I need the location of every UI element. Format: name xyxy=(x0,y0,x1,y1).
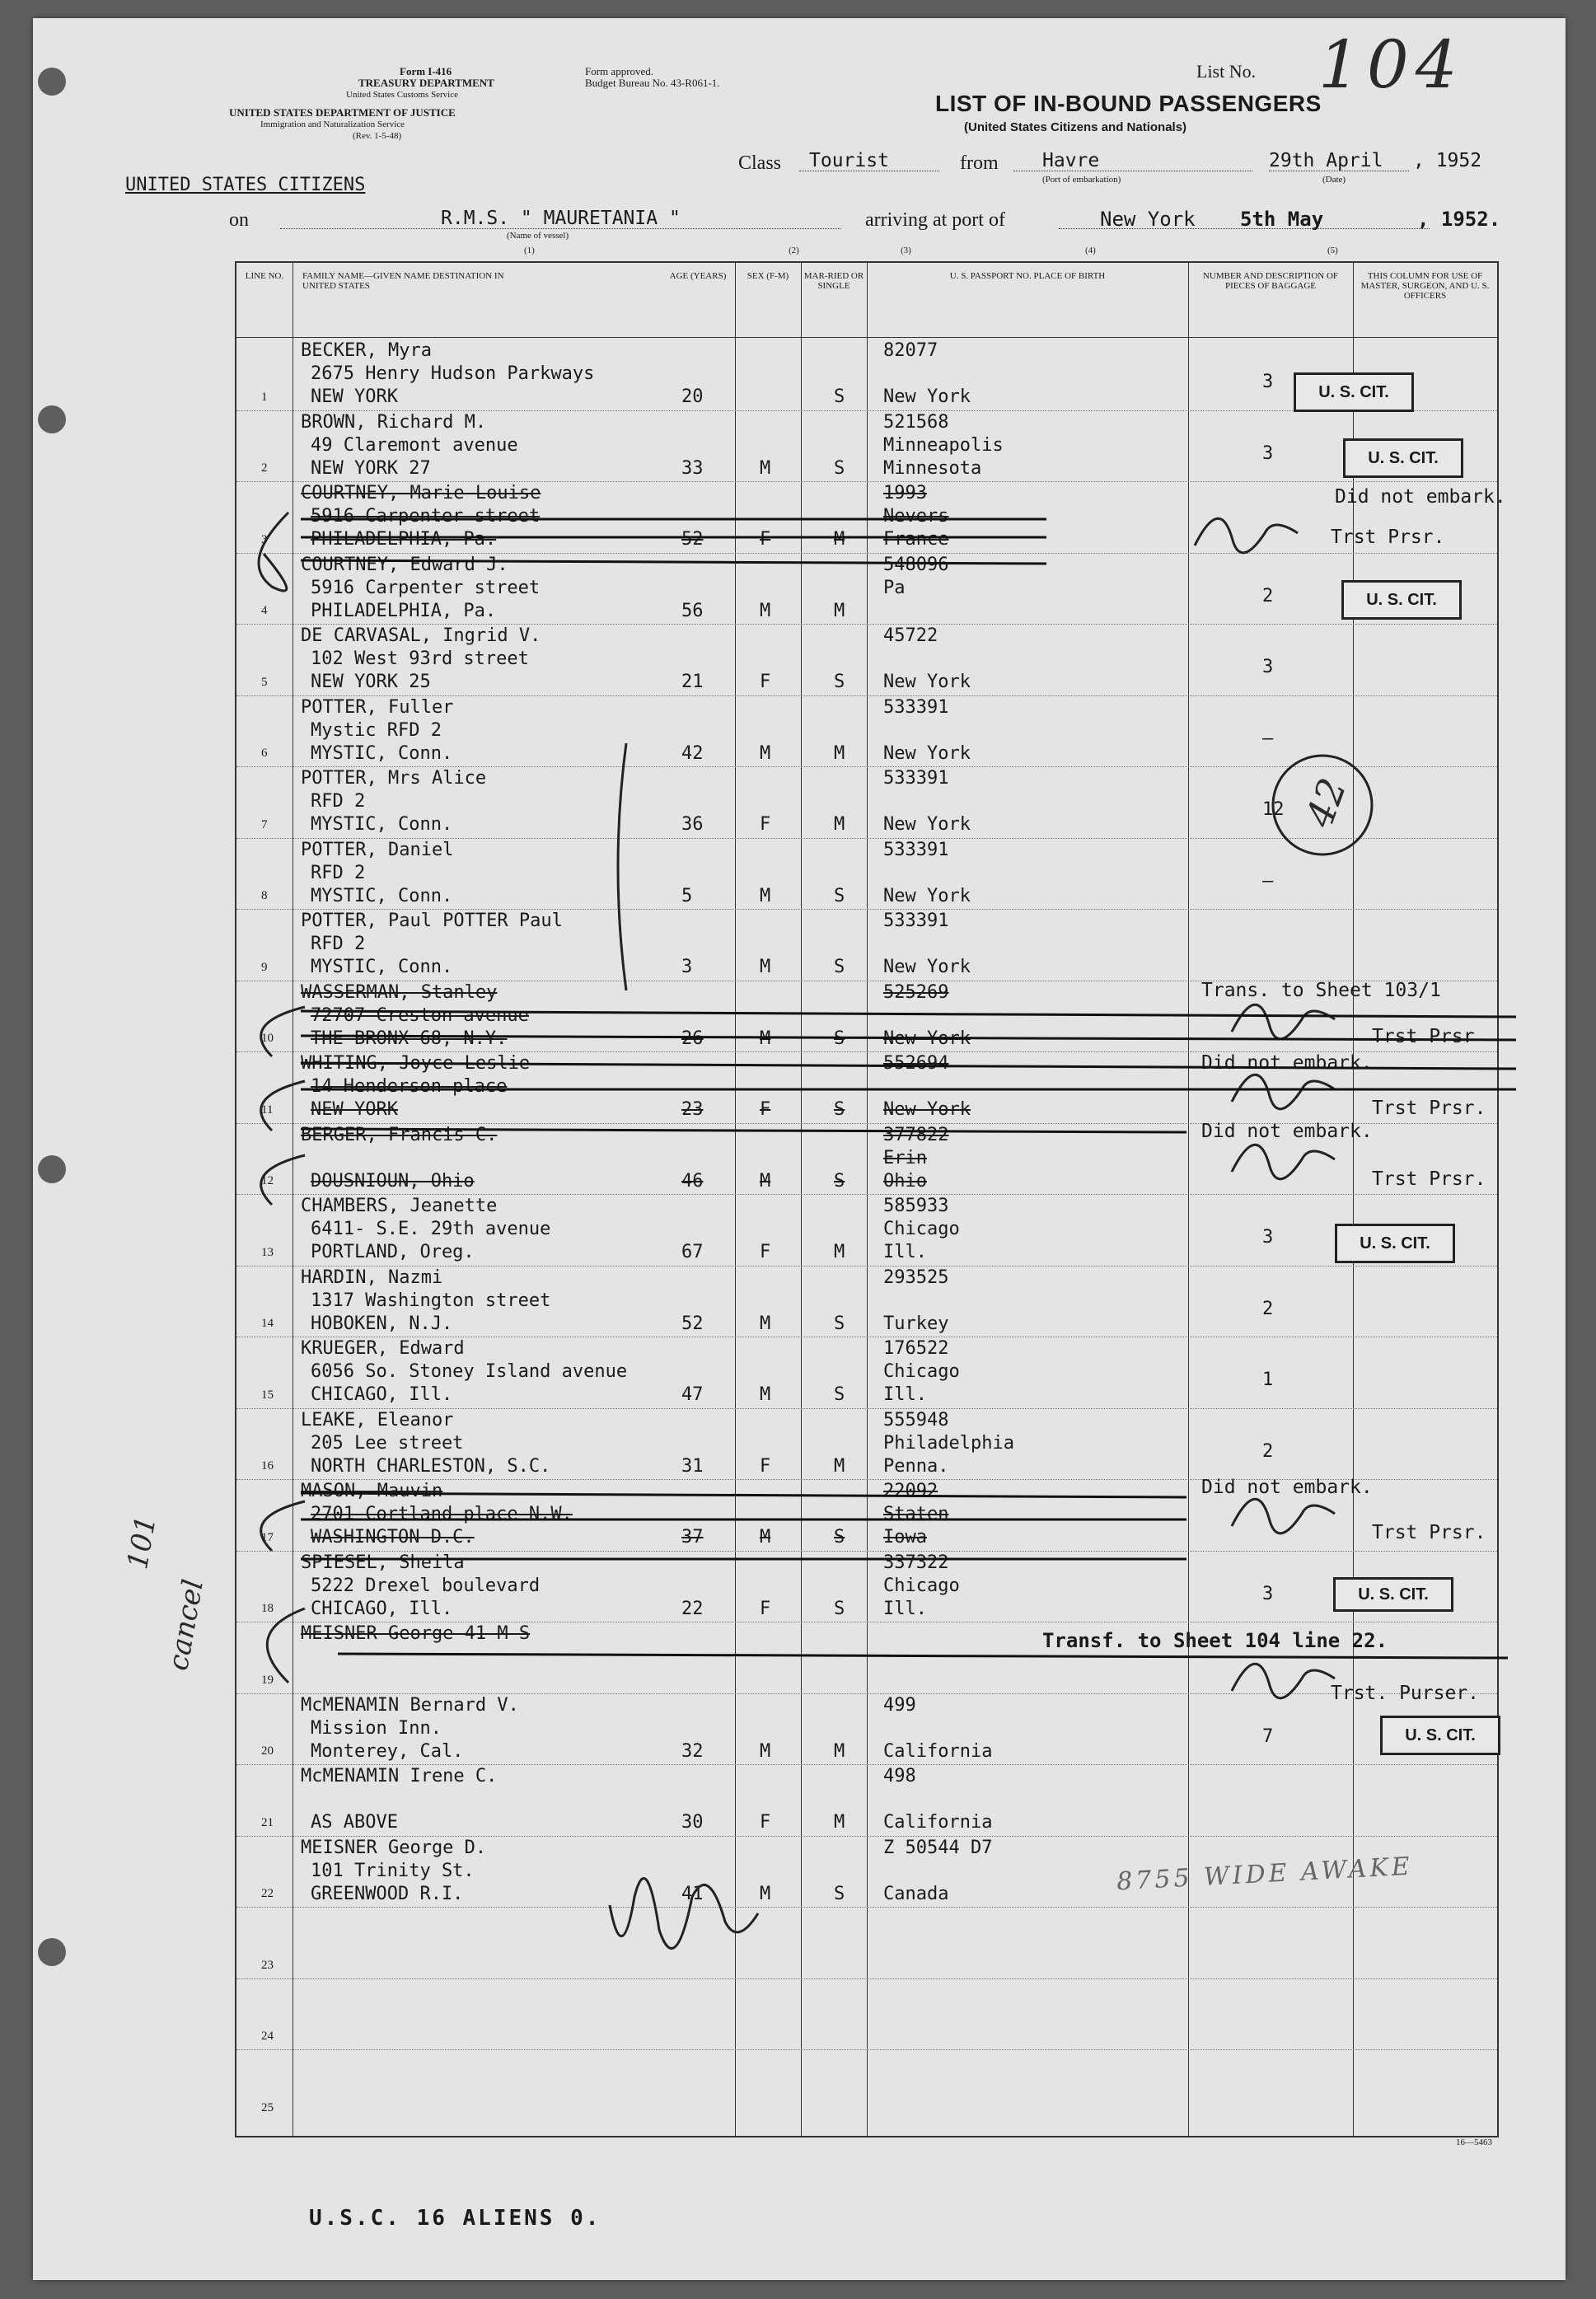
margin-note-2: cancel xyxy=(161,1576,210,1674)
date-caption: (Date) xyxy=(1322,175,1346,185)
us-cit-stamp: U. S. CIT. xyxy=(1333,1577,1453,1612)
line-number: 13 xyxy=(261,1245,274,1259)
sex: M xyxy=(760,1313,771,1334)
baggage-count: 7 xyxy=(1262,1725,1274,1747)
passenger-street: 2701 Cortland place N.W. xyxy=(311,1504,573,1524)
class-value: Tourist xyxy=(809,150,889,171)
circled-number: 42 xyxy=(1296,772,1355,833)
birthplace-2: New York xyxy=(883,742,971,764)
baggage-count: — xyxy=(1262,728,1274,749)
sex: F xyxy=(760,1242,771,1262)
signature-17 xyxy=(1232,1499,1335,1533)
passenger-name: MEISNER George D. xyxy=(301,1837,487,1858)
marital-status: M xyxy=(834,1242,845,1262)
line-number: 7 xyxy=(261,817,268,831)
col-num-1: (1) xyxy=(524,246,535,255)
signature-bottom xyxy=(610,1879,758,1949)
birthplace-2: Minnesota xyxy=(883,457,982,479)
port-caption: (Port of embarkation) xyxy=(1042,175,1121,185)
line-number: 15 xyxy=(261,1388,274,1402)
passport-no: 1993 xyxy=(883,483,927,503)
sex: M xyxy=(760,457,771,479)
passenger-city: GREENWOOD R.I. xyxy=(311,1883,464,1904)
baggage-count: 3 xyxy=(1262,372,1274,392)
list-no-value: 104 xyxy=(1318,26,1464,103)
passenger-street: 6411- S.E. 29th avenue xyxy=(311,1219,551,1239)
passenger-name: WHITING, Joyce Leslie xyxy=(301,1053,531,1074)
passport-no: 498 xyxy=(883,1766,916,1786)
sex: F xyxy=(760,1455,771,1477)
passport-no: 82077 xyxy=(883,340,938,361)
treasury-dept: TREASURY DEPARTMENT xyxy=(358,77,494,89)
passenger-name: MEISNER George 41 M S xyxy=(301,1623,531,1644)
line-number: 23 xyxy=(261,1958,274,1972)
line-number: 14 xyxy=(261,1317,274,1330)
passport-no: 533391 xyxy=(883,839,949,860)
marital-status: S xyxy=(834,1170,845,1192)
age: 47 xyxy=(681,1384,704,1405)
sex: M xyxy=(760,600,771,621)
baggage-count: — xyxy=(1262,870,1274,892)
marital-status: S xyxy=(834,1883,845,1904)
line-number: 21 xyxy=(261,1815,274,1829)
birthplace-1: Erin xyxy=(883,1147,927,1168)
page-subtitle: (United States Citizens and Nationals) xyxy=(964,120,1187,134)
form-approved: Form approved. xyxy=(585,65,654,77)
passenger-city: AS ABOVE xyxy=(311,1812,398,1833)
passenger-name: DE CARVASAL, Ingrid V. xyxy=(301,625,541,646)
trans-103: Trans. to Sheet 103/1 xyxy=(1201,980,1441,1001)
birthplace-1: Pa xyxy=(883,577,906,598)
header-name: FAMILY NAME—GIVEN NAME DESTINATION IN UNITED STATES xyxy=(302,271,504,291)
marital-status: S xyxy=(834,1384,845,1405)
trst-prsr-17: Trst Prsr. xyxy=(1372,1522,1486,1543)
passenger-street: 72707 Creston avenue xyxy=(311,1004,529,1026)
passenger-name: CHAMBERS, Jeanette xyxy=(301,1196,498,1216)
marital-status: S xyxy=(834,1313,845,1334)
marital-status: S xyxy=(834,1527,845,1547)
passenger-name: WASSERMAN, Stanley xyxy=(301,981,498,1003)
passenger-city: NORTH CHARLESTON, S.C. xyxy=(311,1455,551,1477)
passport-no: 337322 xyxy=(883,1552,949,1573)
passenger-name: LEAKE, Eleanor xyxy=(301,1409,454,1430)
passenger-name: POTTER, Paul POTTER Paul xyxy=(301,911,563,931)
passenger-name: POTTER, Mrs Alice xyxy=(301,768,487,789)
totals: U.S.C. 16 ALIENS 0. xyxy=(309,2206,601,2231)
passport-no: 585933 xyxy=(883,1196,949,1216)
sex: M xyxy=(760,957,771,977)
check-3 xyxy=(259,513,288,591)
passenger-city: CHICAGO, Ill. xyxy=(311,1384,453,1405)
sex: M xyxy=(760,885,771,906)
class-label: Class xyxy=(738,152,782,174)
passenger-street: RFD 2 xyxy=(311,862,366,883)
birthplace-1: Chicago xyxy=(883,1219,960,1239)
baggage-count: 2 xyxy=(1262,1298,1274,1319)
line-number: 11 xyxy=(261,1103,274,1117)
embark-year: , 1952 xyxy=(1413,150,1482,171)
line-number: 1 xyxy=(261,390,268,404)
marital-status: S xyxy=(834,957,845,977)
passenger-name: POTTER, Daniel xyxy=(301,839,454,860)
passenger-street: RFD 2 xyxy=(311,934,366,954)
age: 36 xyxy=(681,814,704,835)
passenger-city: NEW YORK 27 xyxy=(311,457,431,479)
marital-status: S xyxy=(834,885,845,906)
age: 37 xyxy=(681,1527,704,1547)
age: 22 xyxy=(681,1598,704,1619)
trst-prsr-11: Trst Prsr. xyxy=(1372,1098,1486,1119)
sex: M xyxy=(760,1170,771,1192)
age: 67 xyxy=(681,1242,704,1262)
birthplace-2: Ill. xyxy=(883,1598,927,1619)
sex: F xyxy=(760,1099,771,1120)
line-number: 4 xyxy=(261,604,268,617)
passenger-name: KRUEGER, Edward xyxy=(301,1338,465,1359)
check-17 xyxy=(261,1501,305,1551)
age: 52 xyxy=(681,529,704,550)
baggage-count: 1 xyxy=(1262,1370,1274,1390)
passenger-name: POTTER, Fuller xyxy=(301,696,454,718)
passenger-city: NEW YORK 25 xyxy=(311,672,431,692)
arriving-label: arriving at port of xyxy=(865,209,1005,231)
birthplace-2: New York xyxy=(883,957,971,977)
col-num-5: (5) xyxy=(1327,246,1338,255)
birthplace-1: Philadelphia xyxy=(883,1432,1014,1454)
us-cit-stamp: U. S. CIT. xyxy=(1341,580,1462,620)
baggage-count: 12 xyxy=(1262,799,1285,820)
passenger-name: COURTNEY, Edward J. xyxy=(301,554,508,575)
birthplace-2: California xyxy=(883,1812,993,1833)
baggage-count: 2 xyxy=(1262,585,1274,606)
passenger-street: 5222 Drexel boulevard xyxy=(311,1575,541,1596)
passenger-city: PHILADELPHIA, Pa. xyxy=(311,529,497,550)
baggage-count: 2 xyxy=(1262,1440,1274,1462)
margin-note: 101 xyxy=(121,1513,163,1572)
sex: M xyxy=(760,742,771,764)
line-number: 2 xyxy=(261,461,268,475)
passenger-name: HARDIN, Nazmi xyxy=(301,1267,443,1288)
did-not-embark-12: Did not embark. xyxy=(1201,1121,1373,1142)
birthplace-2: Ill. xyxy=(883,1242,927,1262)
us-cit-stamp: U. S. CIT. xyxy=(1294,372,1414,412)
did-not-embark-3: Did not embark. xyxy=(1335,486,1506,508)
manifest-sheet xyxy=(33,18,1566,2280)
revision: (Rev. 1-5-48) xyxy=(353,131,402,141)
birthplace-2: Ill. xyxy=(883,1384,927,1405)
passenger-street: 6056 So. Stoney Island avenue xyxy=(311,1361,628,1382)
passenger-city: DOUSNIOUN, Ohio xyxy=(311,1170,475,1192)
citizens-label: UNITED STATES CITIZENS xyxy=(125,175,366,195)
header-officers: THIS COLUMN FOR USE OF MASTER, SURGEON, AND U. S. OFFICERS xyxy=(1360,271,1490,301)
passenger-street: 5916 Carpenter street xyxy=(311,506,541,527)
passenger-city: PHILADELPHIA, Pa. xyxy=(311,600,497,621)
printer-code: 16—5463 xyxy=(1456,2137,1492,2147)
passport-no: 521568 xyxy=(883,411,949,433)
passenger-name: BERGER, Francis C. xyxy=(301,1124,498,1145)
age: 21 xyxy=(681,672,704,692)
passenger-name: McMENAMIN Irene C. xyxy=(301,1766,498,1786)
line-number: 6 xyxy=(261,747,268,760)
birthplace-2: Iowa xyxy=(883,1527,927,1547)
sex: F xyxy=(760,529,771,550)
line-number: 18 xyxy=(261,1602,274,1615)
marital-status: S xyxy=(834,672,845,692)
line-number: 22 xyxy=(261,1887,274,1900)
baggage-count: 3 xyxy=(1262,1583,1274,1604)
line-number: 25 xyxy=(261,2100,274,2114)
passenger-street: 1317 Washington street xyxy=(311,1290,551,1311)
header-passport: U. S. PASSPORT NO. PLACE OF BIRTH xyxy=(949,271,1106,281)
header-line: LINE NO. xyxy=(245,271,284,281)
birthplace-2: Ohio xyxy=(883,1170,927,1192)
passenger-city: NEW YORK xyxy=(311,386,398,407)
birthplace-1: Chicago xyxy=(883,1361,960,1382)
passport-no: 499 xyxy=(883,1694,916,1716)
passport-no: 377822 xyxy=(883,1124,949,1145)
marital-status: M xyxy=(834,742,845,764)
birthplace-1: Minneapolis xyxy=(883,434,1004,456)
ins: Immigration and Naturalization Service xyxy=(260,119,405,129)
line-number: 10 xyxy=(261,1032,274,1045)
on-label: on xyxy=(229,209,249,231)
passenger-street: 49 Claremont avenue xyxy=(311,434,518,456)
trst-prsr-12: Trst Prsr. xyxy=(1372,1168,1486,1190)
passport-no: 552694 xyxy=(883,1053,949,1074)
birthplace-2: New York xyxy=(883,814,971,835)
sex: M xyxy=(760,1384,771,1405)
age: 26 xyxy=(681,1028,704,1049)
birthplace-2: New York xyxy=(883,386,971,407)
passport-no: 548096 xyxy=(883,554,949,575)
passenger-street: 14 Henderson place xyxy=(311,1076,508,1097)
sex: M xyxy=(760,1527,771,1547)
passenger-street: 101 Trinity St. xyxy=(311,1860,475,1881)
line-number: 20 xyxy=(261,1744,274,1758)
passenger-street: 102 West 93rd street xyxy=(311,648,529,669)
birthplace-2: New York xyxy=(883,672,971,692)
line-number: 8 xyxy=(261,889,268,902)
marital-status: S xyxy=(834,1099,845,1120)
passport-no: 45722 xyxy=(883,625,938,646)
passenger-city: NEW YORK xyxy=(311,1099,398,1120)
passenger-name: SPIESEL, Sheila xyxy=(301,1552,465,1573)
age: 52 xyxy=(681,1313,704,1334)
age: 5 xyxy=(681,885,693,906)
birthplace-1: Chicago xyxy=(883,1575,960,1596)
passenger-city: MYSTIC, Conn. xyxy=(311,742,453,764)
birthplace-2: New York xyxy=(883,885,971,906)
signature-12 xyxy=(1232,1145,1335,1179)
passenger-city: HOBOKEN, N.J. xyxy=(311,1313,453,1334)
age: 30 xyxy=(681,1812,704,1833)
arrival-date: 5th May xyxy=(1240,208,1324,231)
birthplace-2: Turkey xyxy=(883,1313,949,1334)
passenger-name: BROWN, Richard M. xyxy=(301,411,487,433)
header-baggage: NUMBER AND DESCRIPTION OF PIECES OF BAGGAGE xyxy=(1202,271,1339,291)
passenger-city: MYSTIC, Conn. xyxy=(311,814,453,835)
vessel-name: R.M.S. " MAURETANIA " xyxy=(441,208,681,229)
col-num-3: (3) xyxy=(901,246,911,255)
passenger-city: MYSTIC, Conn. xyxy=(311,957,453,977)
arrival-year: , 1952. xyxy=(1417,208,1501,231)
baggage-count: 3 xyxy=(1262,1227,1274,1248)
form-number: Form I-416 xyxy=(400,65,452,77)
trst-prsr-3: Trst Prsr. xyxy=(1331,527,1445,548)
sex: F xyxy=(760,672,771,692)
passenger-street: 5916 Carpenter street xyxy=(311,577,541,598)
age: 56 xyxy=(681,600,704,621)
signature-10 xyxy=(1232,1004,1335,1039)
sex: M xyxy=(760,1740,771,1762)
passenger-city: PORTLAND, Oreg. xyxy=(311,1242,475,1262)
marital-status: S xyxy=(834,1028,845,1049)
line-number: 12 xyxy=(261,1174,274,1187)
birthplace-2: Penna. xyxy=(883,1455,949,1477)
check-11 xyxy=(261,1081,305,1131)
sex: F xyxy=(760,814,771,835)
budget-bureau: Budget Bureau No. 43-R061-1. xyxy=(585,77,720,89)
check-19 xyxy=(267,1608,305,1683)
age: 33 xyxy=(681,457,704,479)
marital-status: M xyxy=(834,1740,845,1762)
birthplace-2: New York xyxy=(883,1028,971,1049)
passport-no: 525269 xyxy=(883,981,949,1003)
passport-no: 555948 xyxy=(883,1409,949,1430)
passport-no: Z 50544 D7 xyxy=(883,1837,993,1858)
strike-lines xyxy=(301,519,1516,1658)
customs-service: United States Customs Service xyxy=(346,90,458,100)
passport-no: 293525 xyxy=(883,1267,949,1288)
trst-prsr-10: Trst Prsr xyxy=(1372,1026,1475,1047)
marital-status: M xyxy=(834,814,845,835)
age: 31 xyxy=(681,1455,704,1477)
us-cit-stamp: U. S. CIT. xyxy=(1335,1224,1455,1263)
age: 3 xyxy=(681,957,693,977)
doj: UNITED STATES DEPARTMENT OF JUSTICE xyxy=(229,106,456,119)
passenger-street: Mission Inn. xyxy=(311,1717,442,1739)
passenger-street: Mystic RFD 2 xyxy=(311,719,442,741)
header-age: AGE (YEARS) xyxy=(669,271,727,281)
us-cit-stamp: U. S. CIT. xyxy=(1380,1716,1500,1755)
did-not-embark-11: Did not embark. xyxy=(1201,1052,1373,1074)
marital-status: S xyxy=(834,1598,845,1619)
line-number: 16 xyxy=(261,1459,274,1473)
check-12 xyxy=(261,1155,305,1205)
passenger-city: WASHINGTON D.C. xyxy=(311,1527,475,1547)
list-no-label: List No. xyxy=(1196,61,1257,82)
passenger-street: 205 Lee street xyxy=(311,1432,464,1454)
trst-purser-19: Trst. Purser. xyxy=(1331,1683,1480,1704)
bracket-mark xyxy=(618,743,626,990)
col-num-4: (4) xyxy=(1085,246,1096,255)
birthplace-2: California xyxy=(883,1740,993,1762)
marital-status: S xyxy=(834,457,845,479)
marital-status: S xyxy=(834,386,845,407)
age: 42 xyxy=(681,742,704,764)
passport-no: 22092 xyxy=(883,1481,938,1501)
passenger-street: 2675 Henry Hudson Parkways xyxy=(311,363,595,384)
header-married: MAR-RIED OR SINGLE xyxy=(803,271,864,291)
passenger-street: RFD 2 xyxy=(311,791,366,812)
line-number: 19 xyxy=(261,1673,274,1687)
line-number: 3 xyxy=(261,532,268,546)
page-title: LIST OF IN-BOUND PASSENGERS xyxy=(935,91,1322,116)
birthplace-2: New York xyxy=(883,1099,971,1120)
sex: F xyxy=(760,1598,771,1619)
vessel-caption: (Name of vessel) xyxy=(507,231,569,241)
passenger-city: Monterey, Cal. xyxy=(311,1740,464,1762)
from-label: from xyxy=(960,152,999,174)
age: 32 xyxy=(681,1740,704,1762)
age: 41 xyxy=(681,1883,704,1904)
birthplace-2: France xyxy=(883,529,949,550)
did-not-embark-17: Did not embark. xyxy=(1201,1477,1373,1498)
passenger-name: COURTNEY, Marie-Louise xyxy=(301,483,541,503)
baggage-count: 3 xyxy=(1262,657,1274,677)
line-number: 5 xyxy=(261,675,268,689)
arrival-port: New York xyxy=(1100,208,1196,231)
marital-status: M xyxy=(834,1812,845,1833)
marital-status: M xyxy=(834,600,845,621)
age: 46 xyxy=(681,1170,704,1192)
birthplace-1: Nevers xyxy=(883,506,949,527)
sex: M xyxy=(760,1883,771,1904)
sex: M xyxy=(760,1028,771,1049)
age: 23 xyxy=(681,1099,704,1120)
transf-104: Transf. to Sheet 104 line 22. xyxy=(1042,1629,1388,1652)
signature-19 xyxy=(1232,1664,1335,1698)
line-number: 17 xyxy=(261,1530,274,1544)
passport-no: 533391 xyxy=(883,911,949,931)
header-sex: SEX (F-M) xyxy=(747,271,789,281)
embark-date: 29th April xyxy=(1269,150,1383,171)
us-cit-stamp: U. S. CIT. xyxy=(1343,438,1463,478)
check-10 xyxy=(261,1007,305,1056)
marital-status: M xyxy=(834,1455,845,1477)
line-number: 24 xyxy=(261,2030,274,2043)
birthplace-2: Canada xyxy=(883,1883,949,1904)
signature-11 xyxy=(1232,1075,1335,1109)
line-number: 9 xyxy=(261,960,268,974)
handwriting-layer xyxy=(33,18,1566,2280)
from-value: Havre xyxy=(1042,150,1100,171)
passenger-name: BECKER, Myra xyxy=(301,340,432,361)
baggage-count: 3 xyxy=(1262,442,1274,464)
passenger-name: McMENAMIN Bernard V. xyxy=(301,1694,519,1716)
sex: F xyxy=(760,1812,771,1833)
birthplace-1: Staten xyxy=(883,1504,949,1524)
col-num-2: (2) xyxy=(789,246,799,255)
signature-3 xyxy=(1195,518,1298,553)
passport-no: 533391 xyxy=(883,768,949,789)
wide-awake-note: 8755 WIDE AWAKE xyxy=(1116,1852,1414,1897)
marital-status: M xyxy=(834,529,845,550)
passport-no: 533391 xyxy=(883,696,949,718)
passport-no: 176522 xyxy=(883,1338,949,1359)
passenger-city: THE BRONX 68, N.Y. xyxy=(311,1028,508,1049)
age: 20 xyxy=(681,386,704,407)
passenger-city: MYSTIC, Conn. xyxy=(311,885,453,906)
passenger-city: CHICAGO, Ill. xyxy=(311,1598,453,1619)
passenger-name: MASON, Mauvin xyxy=(301,1481,443,1501)
